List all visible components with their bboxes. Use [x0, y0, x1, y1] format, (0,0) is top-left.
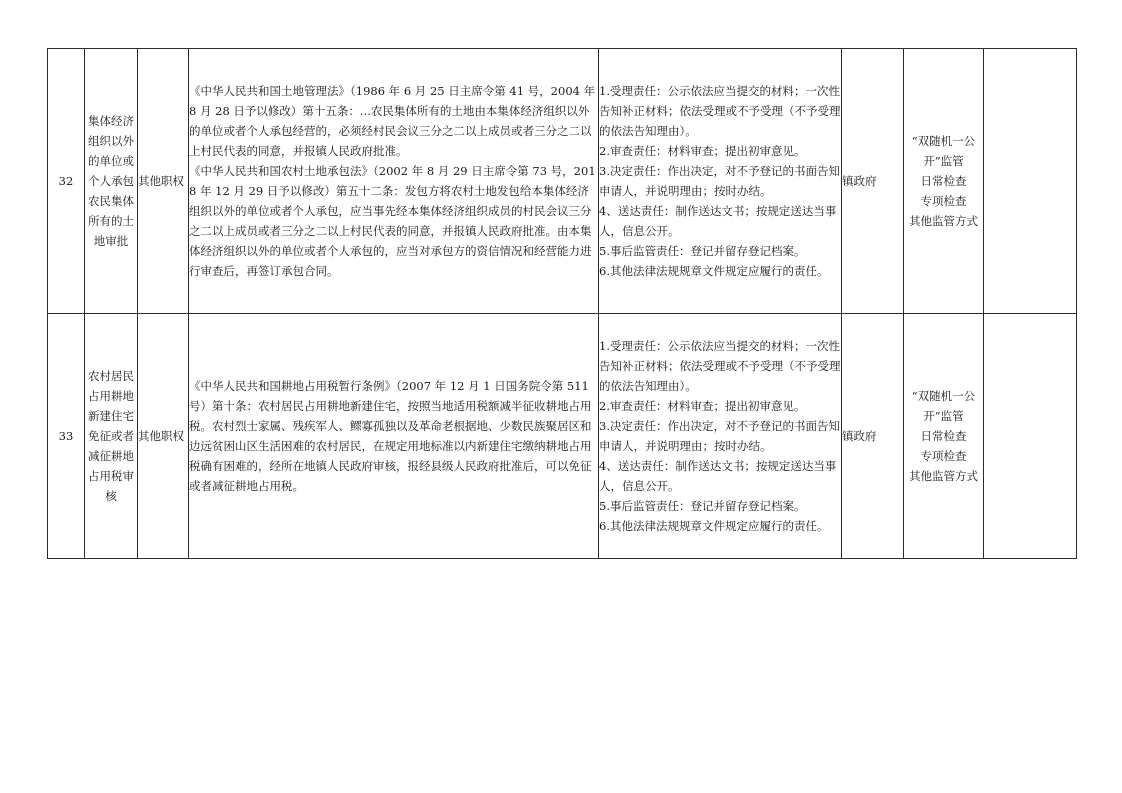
supervision-method: 专项检查: [920, 449, 967, 463]
power-list-table: [47, 48, 1077, 559]
legal-basis-paragraph: 《中华人民共和国耕地占用税暂行条例》（2007 年 12 月 1 日国务院令第 511 号）第十条：农村居民占用耕地新建住宅，按照当地适用税额减半征收耕地占用税。农村烈士家属、残疾军人、鳏寡孤独以及革命老根据地、少数民族聚居区和边远贫困山区生活困难的农村居民，在规定用地标准以内新建住宅缴纳耕地占用税确有困难的，经所在地镇人民政府审核，报经县级人民政府批准后，可以免征或者减征耕地占用税。: [189, 379, 592, 493]
responsibility-item: 2.审查责任：材料审查；提出初审意见。: [599, 144, 806, 158]
responsibility-item: 1.受理责任：公示依法应当提交的材料；一次性告知补正材料；依法受理或不予受理（不予受理的依法告知理由）。: [599, 339, 841, 393]
responsibility-item: 1.受理责任：公示依法应当提交的材料；一次性告知补正材料；依法受理或不予受理（不予受理的依法告知理由）。: [599, 84, 841, 138]
supervision-method: “双随机一公开”监管: [911, 389, 976, 423]
item-name: 农村居民占用耕地新建住宅免征或者减征耕地占用税审核: [85, 314, 138, 559]
supervision-method: 其他监管方式: [909, 214, 978, 228]
remarks-cell: [984, 49, 1077, 314]
table-row: [48, 49, 1077, 314]
row-number: 32: [48, 49, 85, 314]
responsibility-item: 3.决定责任：作出决定，对不予登记的书面告知申请人，并说明理由；按时办结。: [599, 164, 840, 198]
responsible-department: 镇政府: [842, 314, 904, 559]
responsibility-item: 4、送达责任：制作送达文书；按规定送达当事人，信息公开。: [599, 204, 837, 238]
supervision-method: “双随机一公开”监管: [911, 134, 976, 168]
legal-basis-paragraph: 《中华人民共和国农村土地承包法》（2002 年 8 月 29 日主席令第 73 号，2018 年 12 月 29 日予以修改）第五十二条：发包方将农村土地发包给本集体经济组织以外的单位或者个人承包，应当事先经本集体经济组织成员的村民会议三分之二以上成员或者三分之二以上村民代表的同意，并报镇人民政府批准。由本集体经济组织以外的单位或者个人承包的，应当对承包方的资信情况和经营能力进行审查后，再签订承包合同。: [189, 164, 596, 278]
supervision-method: 日常检查: [920, 174, 967, 188]
responsibility-item: 5.事后监管责任：登记并留存登记档案。: [599, 499, 806, 513]
item-name: 集体经济组织以外的单位或个人承包农民集体所有的土地审批: [85, 49, 138, 314]
supervision-methods: [904, 49, 984, 314]
table-row: [48, 314, 1077, 559]
responsibility-item: 2.审查责任：材料审查；提出初审意见。: [599, 399, 806, 413]
supervision-methods: [904, 314, 984, 559]
supervision-method: 日常检查: [920, 429, 967, 443]
responsibility-list: [599, 49, 842, 314]
remarks-cell: [984, 314, 1077, 559]
row-number: 33: [48, 314, 85, 559]
responsible-department: 镇政府: [842, 49, 904, 314]
power-type: 其他职权: [138, 49, 189, 314]
supervision-method: 其他监管方式: [909, 469, 978, 483]
supervision-method: 专项检查: [920, 194, 967, 208]
responsibility-list: [599, 314, 842, 559]
power-type: 其他职权: [138, 314, 189, 559]
responsibility-item: 4、送达责任：制作送达文书；按规定送达当事人，信息公开。: [599, 459, 837, 493]
responsibility-item: 5.事后监管责任：登记并留存登记档案。: [599, 244, 806, 258]
legal-basis: [189, 314, 599, 559]
legal-basis-paragraph: 《中华人民共和国土地管理法》（1986 年 6 月 25 日主席令第 41 号，2004 年 8 月 28 日予以修改）第十五条：...农民集体所有的土地由本集体经济组织以外的单位或者个人承包经营的，必须经村民会议三分之二以上成员或者三分之二以上村民代表的同意，并报镇人民政府批准。: [189, 84, 596, 158]
legal-basis: [189, 49, 599, 314]
responsibility-item: 6.其他法律法规规章文件规定应履行的责任。: [599, 264, 829, 278]
responsibility-item: 3.决定责任：作出决定，对不予登记的书面告知申请人，并说明理由；按时办结。: [599, 419, 840, 453]
responsibility-item: 6.其他法律法规规章文件规定应履行的责任。: [599, 519, 829, 533]
